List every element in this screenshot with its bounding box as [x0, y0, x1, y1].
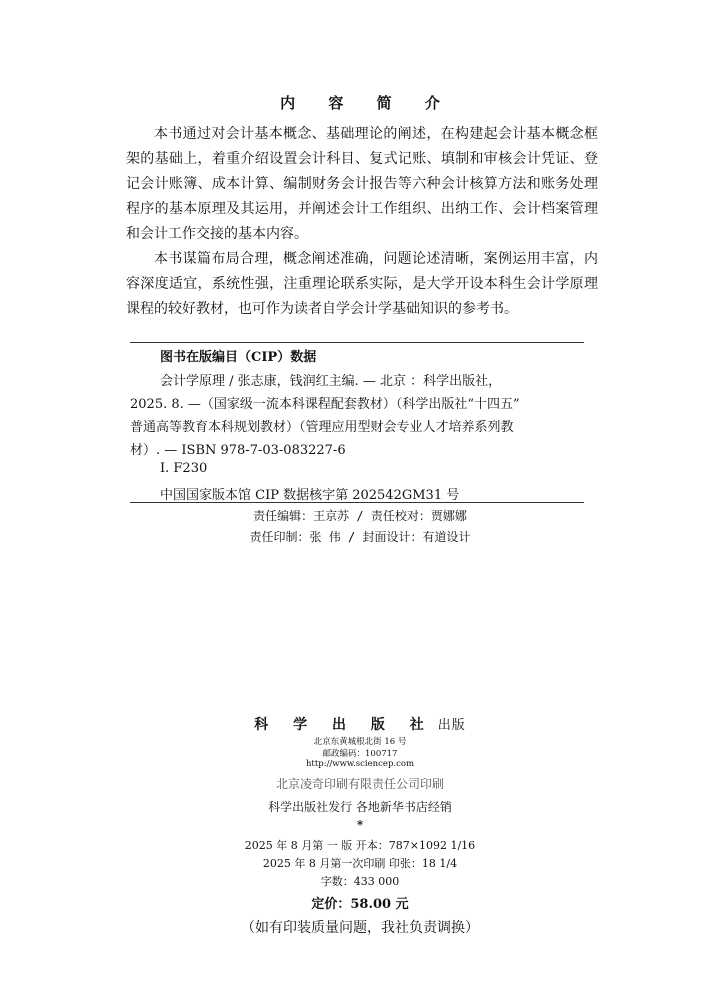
publisher-website: http://www.sciencep.com	[305, 759, 415, 769]
separator-star: *	[356, 818, 364, 832]
cip-heading: 图书在版编目（CIP）数据	[160, 350, 317, 365]
staff-production: 责任印制：张 伟 / 封面设计：有道设计	[249, 530, 471, 544]
page-title: 内 容 简 介	[280, 94, 454, 112]
cip-top-rule	[130, 342, 584, 343]
publisher-name: 科 学 出 版 社	[254, 717, 434, 733]
publisher-address: 北京东黄城根北街 16 号	[313, 737, 407, 747]
publisher-suffix: 出版	[437, 718, 466, 733]
intro-paragraph-2: 本书谋篇布局合理，概念阐述准确，问题论述清晰，案例运用丰富，内容深度适宜，系统性强，注重理论联系实际，是大学开设本科生会计学原理课程的较好教材，也可作为读者自学会计学基础知识的参考书。	[126, 251, 598, 317]
word-count: 字数：433 000	[320, 875, 400, 888]
cip-record-line-4: 材）. — ISBN 978-7-03-083227-6	[130, 443, 346, 458]
staff-editors: 责任编辑：王京苏 / 责任校对：贾娜娜	[253, 509, 467, 523]
intro-section	[126, 122, 598, 322]
price: 定价：58.00 元	[311, 897, 409, 912]
cip-record-line-3: 普通高等教育本科规划教材）（管理应用型财会专业人才培养系列教	[130, 420, 514, 435]
printing-line: 2025 年 8 月第一次印刷 印张：18 1/4	[262, 857, 458, 870]
distribution: 科学出版社发行 各地新华书店经销	[268, 800, 452, 814]
cip-record-line-1: 会计学原理 / 张志康，钱润红主编. — 北京 ：科学出版社，	[160, 374, 502, 389]
cip-record	[130, 370, 584, 462]
cip-record-line-2: 2025. 8. —（国家级一流本科课程配套教材）（科学出版社“十四五”	[130, 397, 520, 412]
publisher-line	[0, 714, 720, 734]
edition-line: 2025 年 8 月第 一 版 开本：787×1092 1/16	[244, 839, 476, 852]
quality-notice: （如有印装质量问题，我社负责调换）	[241, 920, 479, 936]
cip-classification: Ⅰ. F230	[160, 461, 208, 476]
publisher-postcode: 邮政编码：100717	[322, 749, 398, 759]
cip-bottom-rule	[130, 502, 584, 503]
cip-number: 中国国家版本馆 CIP 数据核字第 202542GM31 号	[160, 488, 460, 503]
printer: 北京凌奇印刷有限责任公司印刷	[275, 777, 444, 791]
intro-paragraph-1: 本书通过对会计基本概念、基础理论的阐述，在构建起会计基本概念框架的基础上，着重介绍设置会计科目、复式记账、填制和审核会计凭证、登记会计账簿、成本计算、编制财务会计报告等六种会计核算方法和账务处理程序的基本原理及其运用，并阐述会计工作组织、出纳工作、会计档案管理和会计工作交接的基本内容。	[126, 126, 598, 242]
